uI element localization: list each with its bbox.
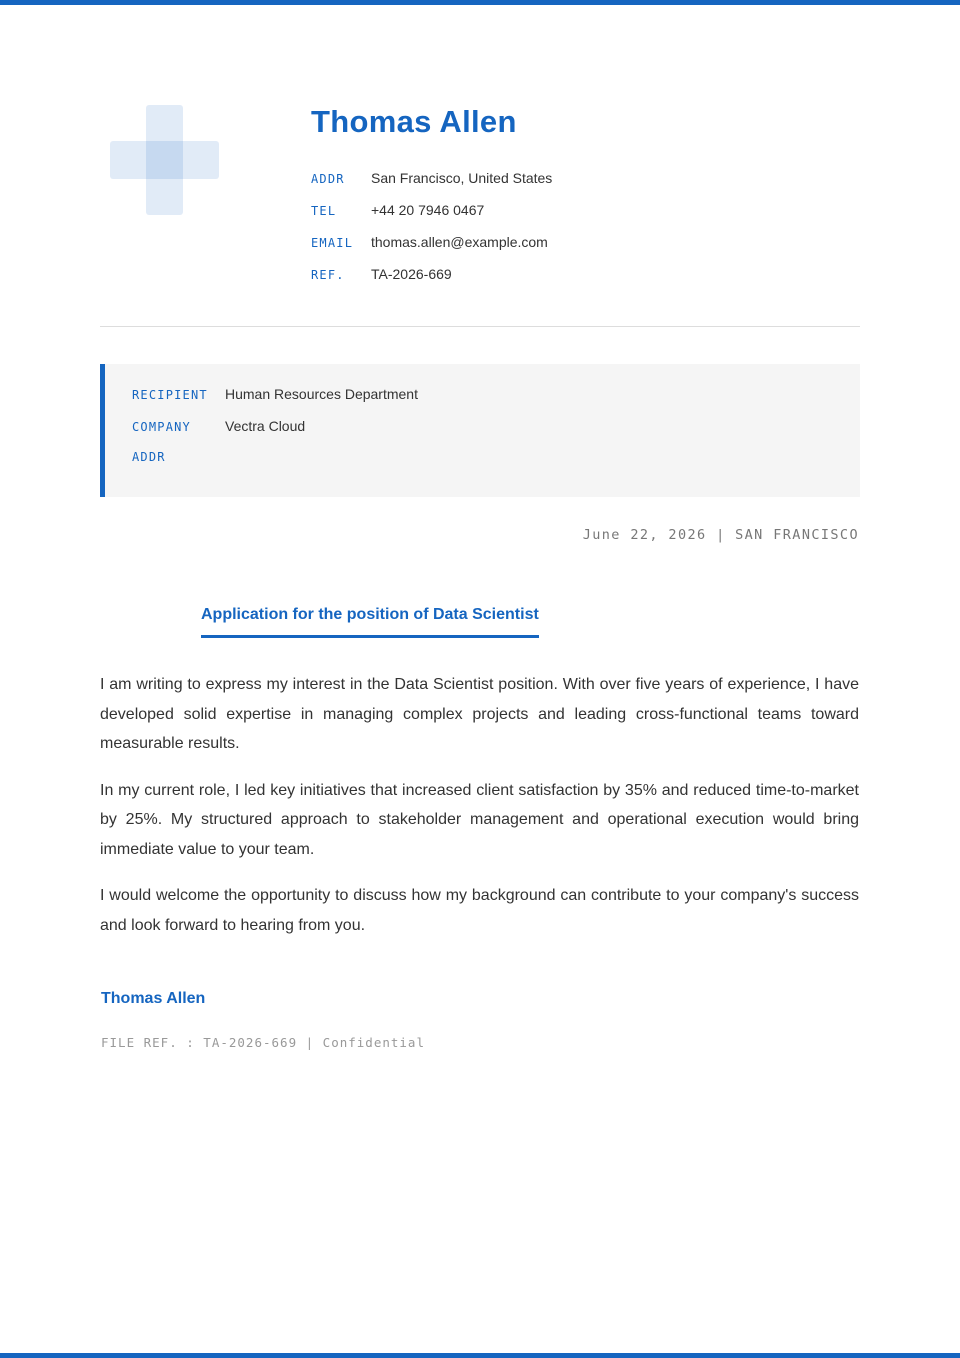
phone-label: TEL [311, 204, 337, 218]
recipient-panel [100, 364, 860, 497]
signature-name: Thomas Allen [101, 990, 206, 1007]
email-label: EMAIL [311, 236, 354, 250]
contact-row-address [311, 170, 811, 202]
recipient-row [132, 386, 860, 418]
company-row [132, 418, 860, 450]
contact-row-phone [311, 202, 811, 234]
contact-row-email [311, 234, 811, 266]
contact-details [311, 170, 811, 298]
email-value: thomas.allen@example.com [371, 234, 548, 250]
sender-name: Thomas Allen [311, 104, 517, 139]
recipient-label: RECIPIENT [132, 388, 208, 402]
address-value: San Francisco, United States [371, 170, 553, 186]
reference-label: REF. [311, 268, 345, 282]
recipient-address-row [132, 450, 860, 482]
recipient-address-label: ADDR [132, 450, 166, 464]
body-paragraph: In my current role, I led key initiatives that increased client satisfaction by 35% and reduced time-to-market by 25%. My structured approach to stakeholder management and operational execution would bring immediate value to your team. [100, 781, 859, 858]
cross-logo-icon [110, 105, 219, 215]
body-paragraph: I am writing to express my interest in the Data Scientist position. With over five years of experience, I have developed solid expertise in managing complex projects and leading cross-functional teams toward measurable results. [100, 676, 859, 752]
phone-value: +44 20 7946 0467 [371, 202, 485, 218]
company-value: Vectra Cloud [225, 418, 306, 434]
header-divider [100, 326, 860, 327]
top-accent-bar [0, 0, 960, 5]
date-location: June 22, 2026 | SAN FRANCISCO [582, 527, 859, 543]
company-label: COMPANY [132, 420, 191, 434]
address-label: ADDR [311, 172, 345, 186]
contact-row-reference [311, 266, 811, 298]
body-paragraph: I would welcome the opportunity to discuss how my background can contribute to your company's success and look forward to hearing from you. [100, 887, 859, 934]
bottom-accent-bar [0, 1353, 960, 1358]
letter-body [100, 670, 859, 957]
file-reference: FILE REF. : TA-2026-669 | Confidential [101, 1035, 425, 1050]
subject-heading: Application for the position of Data Scientist [201, 606, 539, 638]
reference-value: TA-2026-669 [371, 266, 452, 282]
recipient-value: Human Resources Department [225, 386, 418, 402]
